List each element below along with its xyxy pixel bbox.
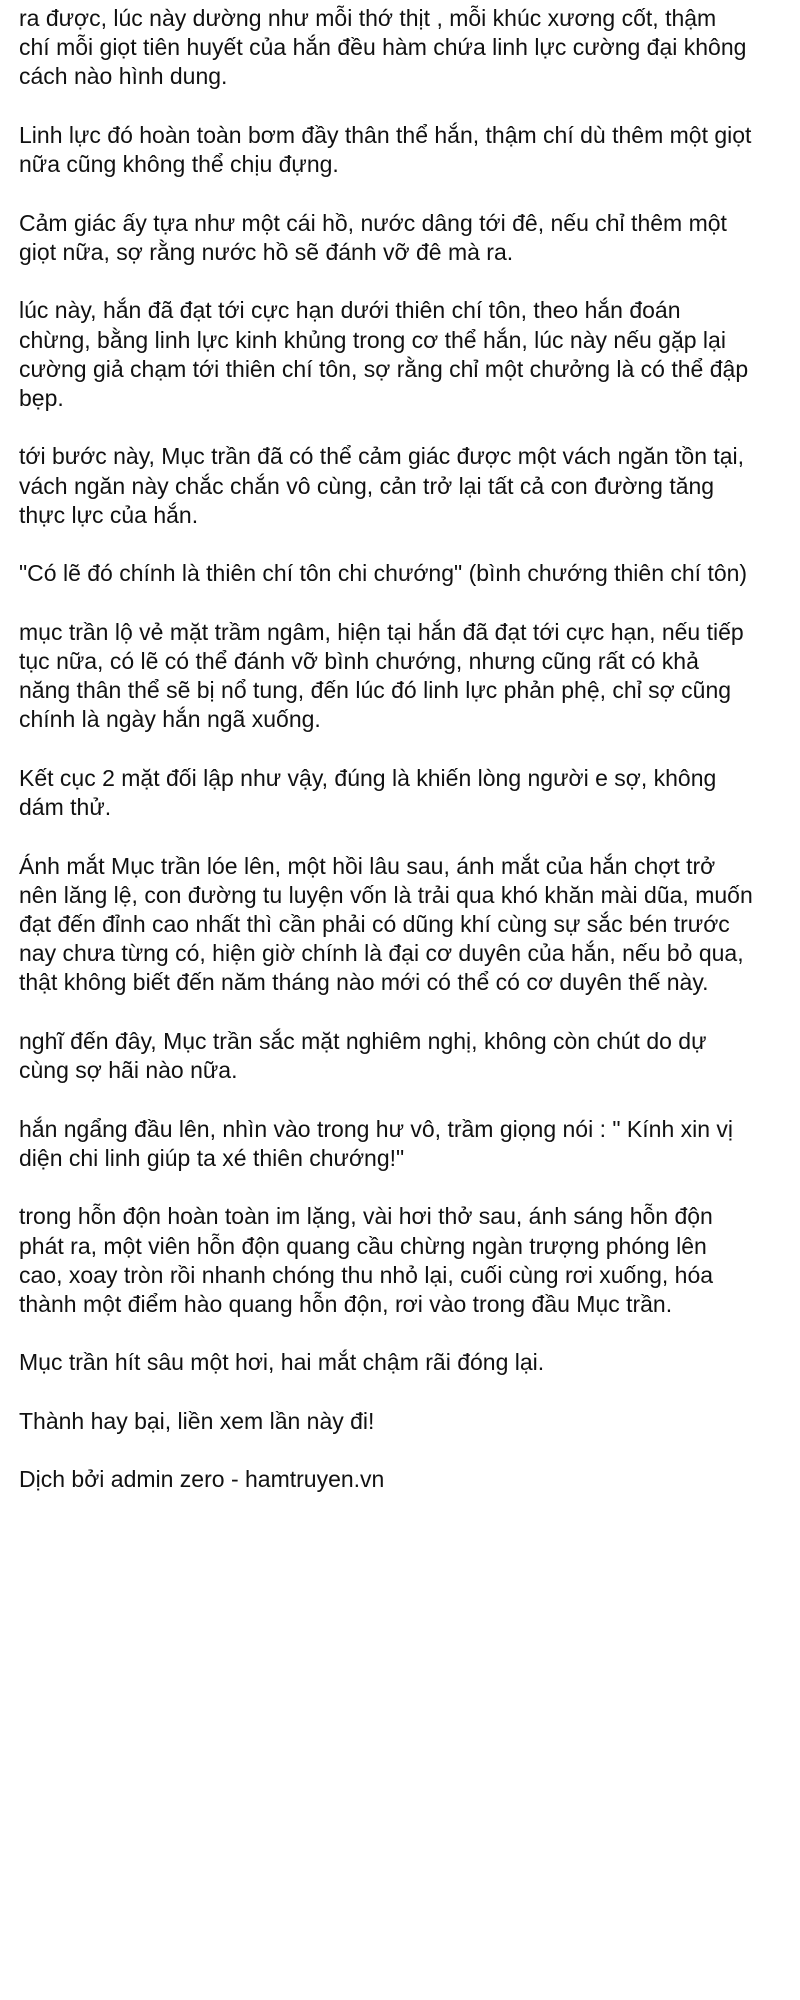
paragraph-13: Mục trần hít sâu một hơi, hai mắt chậm rãi đóng lại.: [19, 1349, 545, 1376]
paragraph-5: tới bước này, Mục trần đã có thể cảm giác được một vách ngăn tồn tại, vách ngăn này chắc chắn vô cùng, cản trở lại tất cả con đường tăng thực lực của hắn.: [19, 443, 745, 528]
paragraph-3: Cảm giác ấy tựa như một cái hồ, nước dâng tới đê, nếu chỉ thêm một giọt nữa, sợ rằng nước hồ sẽ đánh vỡ đê mà ra.: [19, 209, 727, 265]
paragraph-8: Kết cục 2 mặt đối lập như vậy, đúng là khiến lòng người e sợ, không dám thử.: [19, 764, 717, 821]
paragraph-12: trong hỗn độn hoàn toàn im lặng, vài hơi thở sau, ánh sáng hỗn độn phát ra, một viên hỗn độn quang cầu chừng ngàn trượng phóng lên cao, xoay tròn rồi nhanh chóng thu nhỏ lại, cuối cùng rơi xuống, hóa thành một điểm hào quang hỗn độn, rơi vào trong đầu Mục trần.: [19, 1203, 714, 1317]
paragraph-14: Thành hay bại, liền xem lần này đi!: [19, 1407, 375, 1434]
translator-credit: Dịch bởi admin zero - hamtruyen.vn: [19, 1466, 385, 1493]
paragraph-10: nghĩ đến đây, Mục trần sắc mặt nghiêm nghị, không còn chút do dự cùng sợ hãi nào nữa.: [19, 1027, 707, 1084]
story-text: [19, 4, 789, 1524]
paragraph-2: Linh lực đó hoàn toàn bơm đầy thân thể hắn, thậm chí dù thêm một giọt nữa cũng không thể chịu đựng.: [19, 121, 752, 178]
paragraph-1: ra được, lúc này dường như mỗi thớ thịt , mỗi khúc xương cốt, thậm chí mỗi giọt tiên huyết của hắn đều hàm chứa linh lực cường đại không cách nào hình dung.: [19, 5, 747, 90]
paragraph-6: "Có lẽ đó chính là thiên chí tôn chi chướng" (bình chướng thiên chí tôn): [19, 560, 748, 587]
paragraph-11: hắn ngẩng đầu lên, nhìn vào trong hư vô, trầm giọng nói : " Kính xin vị diện chi linh giúp ta xé thiên chướng!": [19, 1115, 734, 1171]
paragraph-4: lúc này, hắn đã đạt tới cực hạn dưới thiên chí tôn, theo hắn đoán chừng, bằng linh lực kinh khủng trong cơ thể hắn, lúc này nếu gặp lại cường giả chạm tới thiên chí tôn, sợ rằng chỉ một chưởng là có thể đập bẹp.: [19, 297, 749, 411]
paragraph-7: mục trần lộ vẻ mặt trầm ngâm, hiện tại hắn đã đạt tới cực hạn, nếu tiếp tục nữa, có lẽ có thể đánh vỡ bình chướng, nhưng cũng rất có khả năng thân thể sẽ bị nổ tung, đến lúc đó linh lực phản phệ, chỉ sợ cũng chính là ngày hắn ngã xuống.: [19, 618, 744, 733]
paragraph-9: Ánh mắt Mục trần lóe lên, một hồi lâu sau, ánh mắt của hắn chợt trở nên lăng lệ, con đường tu luyện vốn là trải qua khó khăn mài dũa, muốn đạt đến đỉnh cao nhất thì cần phải có dũng khí cùng sự sắc bén trước nay chưa từng có, hiện giờ chính là đại cơ duyên của hắn, nếu bỏ qua, thật không biết đến năm tháng nào mới có thể có cơ duyên thế này.: [19, 852, 753, 996]
